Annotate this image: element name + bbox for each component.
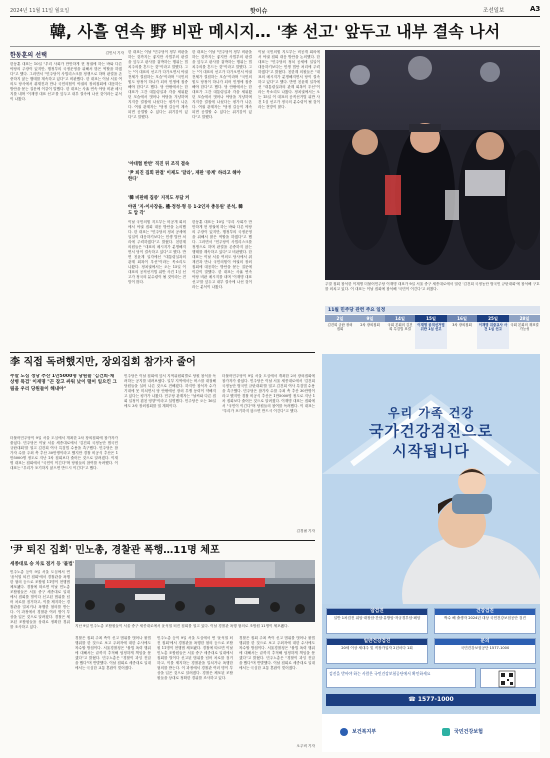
timeline-text: 김건희 규탄 장외집회 — [327, 323, 353, 332]
page-number: A3 — [530, 5, 541, 13]
article2-body-3: 더불어민주당이 9일 서울 도심에서 개최한 2차 장외집회에 참가자가 줄었다. 민주당은 이날 서울 세종대로에서 '김건희 국정농단 범국민 규탄대회'를 열고 김건희 여사 특검법 수용을 촉구했다. 민주당은 참가자 수를 주최 측 추산 30만명이라고 했지만 경찰 비공식 추산은 1만5000명 정도로 지난 1차 집회보다 줄어든 것으로 알려졌다. 이재명 대표는 집회에서 "국민이 이긴다"며 당원들의 참여를 독려했다. 이 대표는 "우리가 포기하지 않으면 반드시 이긴다"고 했다. — [222, 374, 315, 413]
column-rule — [10, 59, 122, 60]
timeline-date: 16일 — [447, 315, 477, 322]
timeline-item — [355, 315, 385, 349]
article-body-2a: 한 대표는 이날 "민주당이 정부 비판을 하는 것까지는 좋지만 사법부의 판결을 앞두고 판사를 겁박하는 행위는 법치주의를 흔드는 것"이라고 말했다. 그는 "이 대표의 선고가 다가오면서 야권 전체가 결집하는 모습"이라며 "국민의힘도 당정이 하나가 되어 민생에 집중해야 한다"고 했다. 당 안팎에서는 한 대표가 그간 대통령실과 각을 세워왔던 모습에서 벗어나 야당을 겨냥하며 지지층 결집에 나섰다는 평가가 나온다. 여권 관계자는 "당정 갈등이 계속되면 공멸할 수 있다는 위기감이 있다"고 말했다. — [128, 50, 188, 119]
article3-headline: '尹 퇴진 집회' 민노총, 경찰관 폭행…11명 체포 — [10, 545, 220, 556]
timeline-date: 15일 — [415, 315, 447, 322]
issue-date: 2024년 11월 11일 월요일 — [10, 8, 70, 14]
kicker-3: '韓 비판해 집중' 지적도 부담 커 — [128, 196, 190, 201]
health-checkup-ad[interactable] — [322, 354, 540, 752]
timeline-text: 이재명 공직선거법 위반 1심 선고 — [417, 323, 445, 332]
ad-headline-3: 시작됩니다 — [392, 442, 470, 460]
nhis-logo-icon — [442, 728, 450, 736]
column-title: 한동훈의 선택 — [10, 52, 47, 59]
timeline-title-bar — [325, 306, 540, 314]
article2-deck: 주말 도심 정당 추산 1만5000명 당원들 '김건희·채 상병 특검' 이재명 "끈 잡고 싸워 낮이 떨어 일으킨 그림을 우리 당원들이 해내야" — [10, 374, 117, 392]
sub-headline: 야권 '지-이사장을, 禮·정청·형 등 1·2인자 총동원' 분석, 韓도 압 각' — [128, 205, 243, 216]
timeline-text: 이재명 위증교사 사건 1심 선고 — [478, 323, 508, 332]
ministry-logo-icon — [340, 728, 348, 736]
ad-headline-1: 우리 가족 건강 — [388, 406, 474, 420]
photo-crowd-illustration — [325, 50, 540, 280]
main-photo — [325, 50, 540, 280]
info-box-title: 건강검진 — [435, 609, 535, 615]
timeline-text: 국회 본회의 김건희 특검법 표결 — [387, 323, 413, 332]
timeline-date: 25일 — [477, 315, 509, 322]
timeline-date: 28일 — [509, 315, 540, 322]
article3-body-1: 민주노총 등이 9일 서울 도심에서 연 '윤석열 퇴진 집회'에서 경찰관을 폭행한 혐의 등으로 조합원 11명이 현행범 체포됐다. 경찰에 따르면 이날 민노총 조합원들은 서울 중구 세종대로 일대에서 집회를 벌이다 신고된 범위를 넘어 차로를 점거하고, 이를 제지하는 경찰관을 밀치거나 폭행한 혐의를 받는다. 이 과정에서 경찰관 여러 명이 부상을 입은 것으로 알려졌다. 경찰은 체포된 조합원들을 상대로 정확한 경위를 조사하고 있다. — [10, 570, 70, 629]
qr-code-icon — [481, 669, 537, 689]
ministry-logo-text: 보건복지부 — [352, 729, 377, 735]
timeline-item — [325, 315, 355, 349]
article3-body-4: 경찰은 집회 주최 측이 신고 범위를 벗어나 불법 행위를 한 것으로 보고 주최자에 대한 수사에도 착수할 방침이다. 서울경찰청은 "불법 폭력 행위에 대해서는 끝까지 추적해 엄정하게 책임을 묻겠다"고 밝혔다. 민주노총은 "경찰이 과잉 진압을 했다"며 반발했다. 이날 집회로 세종대로 일대에서는 극심한 교통 혼잡이 빚어졌다. — [239, 636, 315, 670]
section-name: 핫이슈 — [250, 8, 268, 15]
info-box-contact — [434, 638, 536, 664]
timeline-date: 2일 — [325, 315, 355, 322]
section-rule — [10, 540, 315, 541]
article-body-3a: 한 대표는 이날 "민주당이 정부 비판을 하는 것까지는 좋지만 사법부의 판결을 앞두고 판사를 겁박하는 행위는 법치주의를 흔드는 것"이라고 말했다. 그는 "이 대표의 선고가 다가오면서 야권 전체가 결집하는 모습"이라며 "국민의힘도 당정이 하나가 되어 민생에 집중해야 한다"고 했다. 당 안팎에서는 한 대표가 그간 대통령실과 각을 세워왔던 모습에서 벗어나 야당을 겨냥하며 지지층 결집에 나섰다는 평가가 나온다. 여권 관계자는 "당정 갈등이 계속되면 공멸할 수 있다는 위기감이 있다"고 말했다. — [192, 50, 252, 119]
article3-caption: 지난 9일 민주노총 조합원들이 서울 중구 세종대로에서 윤석열 퇴진 집회를 열고 있다. 이날 경찰관 폭행 혐의로 조합원 11명이 체포됐다. — [75, 624, 289, 628]
timeline-text: 국회 본회의 재표결 가능성 — [510, 323, 539, 332]
header-rule — [10, 16, 540, 17]
info-box-regular — [326, 638, 428, 664]
timeline-date: 14일 — [385, 315, 415, 322]
section-rule — [10, 352, 315, 353]
ad-illustration — [322, 354, 540, 604]
article-body-1: 한동훈 대표는 10일 "우리 사회가 만만하게 현 정권에 하는 바와 다른 야당의 주장이 있지만, 행정부의 국정운영을 위해서 많은 역할을 하겠다"고 했다. 그러면서 "민주당이 사법리스크를 정쟁으로 하며 판결을 존중하지 않는 행태를 계속하고 있다"고 비판했다. 한 대표는 이날 서울 여의도 당사에서 취재진과 만나 국민의힘이 야권의 장외집회에 대응하는 방안을 묻는 질문에 이같이 말했다. 한 대표는 사흘 연속 야당 비판 메시지를 내며 '이재명 대표 선고'를 앞두고 내부 결속에 나선 것이라는 분석이 나왔다. — [10, 62, 122, 101]
protest-crowd-illustration — [75, 560, 315, 622]
timeline-text: 3차 장외집회 — [452, 323, 472, 327]
info-box-text: 국민건강보험공단 1577-1000 — [460, 646, 510, 650]
article-body-2b: 이날 국민의힘 지도부는 비공개 회의에서 야권 집회 대응 방안을 논의했다. 한 대표는 "민주당의 정치 공세에 일일이 대응하기보다는 민생 법안 처리에 주력하겠다"고 밝혔다. 친한계 의원들은 "대표의 메시지가 분명해지면서 당이 결속하고 있다"고 했다. 반면 친윤계 일각에선 "대통령실과의 관계 회복이 우선"이라는 목소리도 나왔다. 정치권에서는 오는 15일 이 대표의 공직선거법 위반 사건 1심 선고가 정국의 분수령이 될 것이라는 전망이 많다. — [128, 220, 186, 284]
ad-footer — [322, 714, 540, 752]
info-box-text: 20세 이상 세대주 및 직장가입자 2년마다 1회 — [341, 646, 413, 650]
article3-deck: 세종대로 숭 차로 점거 등 '불법' — [10, 562, 75, 567]
article-body-3b: 한동훈 대표는 10일 "우리 사회가 만만하게 현 정권에 하는 바와 다른 야당의 주장이 있지만, 행정부의 국정운영을 위해서 많은 역할을 하겠다"고 했다. 그러면서 "민주당이 사법리스크를 정쟁으로 하며 판결을 존중하지 않는 행태를 계속하고 있다"고 비판했다. 한 대표는 이날 서울 여의도 당사에서 취재진과 만나 국민의힘이 야권의 장외집회에 대응하는 방안을 묻는 질문에 이같이 말했다. 한 대표는 사흘 연속 야당 비판 메시지를 내며 '이재명 대표 선고'를 앞두고 내부 결속에 나선 것이라는 분석이 나왔다. — [192, 220, 252, 289]
article3-body-3: 민주노총 등이 9일 서울 도심에서 연 '윤석열 퇴진 집회'에서 경찰관을 폭행한 혐의 등으로 조합원 11명이 현행범 체포됐다. 경찰에 따르면 이날 민노총 조합원들은 서울 중구 세종대로 일대에서 집회를 벌이다 신고된 범위를 넘어 차로를 점거하고, 이를 제지하는 경찰관을 밀치거나 폭행한 혐의를 받는다. 이 과정에서 경찰관 여러 명이 부상을 입은 것으로 알려졌다. 경찰은 체포된 조합원들을 상대로 정확한 경위를 조사하고 있다. — [157, 636, 233, 680]
headline-rule — [10, 46, 540, 47]
photo-caption: 주말 집회 참석한 이재명 더불어민주당 이재명 대표가 9일 서울 중구 세종대로에서 열린 '김건희 국정농단 범국민 규탄대회'에 참석해 구호를 외치고 있다. 이 대표는 이날 집회에 참석해 '국민이 이긴다'고 외쳤다. — [325, 282, 540, 291]
timeline-title: 11월 민주당 관련 주요 일정 — [328, 308, 386, 313]
ad-notice: 검진을 받아야 하는 사람은 국민건강보험공단에서 확인하세요 — [326, 668, 476, 688]
article3-body-2: 경찰은 집회 주최 측이 신고 범위를 벗어나 불법 행위를 한 것으로 보고 주최자에 대한 수사에도 착수할 방침이다. 서울경찰청은 "불법 폭력 행위에 대해서는 끝까지 추적해 엄정하게 책임을 묻겠다"고 밝혔다. 민주노총은 "경찰이 과잉 진압을 했다"며 반발했다. 이날 집회로 세종대로 일대에서는 극심한 교통 혼잡이 빚어졌다. — [75, 636, 151, 670]
info-box-text: 짝수 해 출생자 2024년 대상 국민건강보험공단 검진 — [444, 616, 526, 620]
byline-article3: 오주비 기자 — [296, 744, 315, 748]
ad-phone[interactable]: ☎ 1577-1000 — [326, 694, 536, 706]
kicker-2: '尹 퇴진 집회 판결' 이제도 '달라', 재판 '중계' 하라고 해야 한다' — [128, 171, 241, 182]
timeline-item — [385, 315, 415, 349]
timeline-text: 2차 장외집회 — [360, 323, 380, 327]
main-headline: 韓, 사흘 연속 野 비판 메시지… '李 선고' 앞두고 내부 결속 나서 — [49, 22, 501, 41]
byline-main: 김민서 기자 — [105, 51, 124, 55]
info-box-title: 암검진 — [327, 609, 427, 615]
nhis-logo-text: 국민건강보험 — [454, 729, 483, 735]
timeline-item-highlight — [477, 315, 509, 349]
info-box-cancer — [326, 608, 428, 634]
timeline-date: 9일 — [355, 315, 385, 322]
qr-code[interactable] — [480, 668, 536, 688]
byline-article2: 김경필 기자 — [296, 529, 315, 533]
paper-name: 조선일보 — [483, 8, 505, 14]
timeline-item — [447, 315, 477, 349]
timeline — [325, 315, 540, 349]
article-body-4: 이날 국민의힘 지도부는 비공개 회의에서 야권 집회 대응 방안을 논의했다. 한 대표는 "민주당의 정치 공세에 일일이 대응하기보다는 민생 법안 처리에 주력하겠다"고 밝혔다. 친한계 의원들은 "대표의 메시지가 분명해지면서 당이 결속하고 있다"고 했다. 반면 친윤계 일각에선 "대통령실과의 관계 회복이 우선"이라는 목소리도 나왔다. 정치권에서는 오는 15일 이 대표의 공직선거법 위반 사건 1심 선고가 정국의 분수령이 될 것이라는 전망이 많다. — [258, 50, 320, 109]
info-box-text: 일반 1차검진 위암·대장암·간암·유방암·자궁경부암·폐암 — [333, 616, 421, 620]
article2-body-2: 민주당은 이날 집회에 앞서 지역위원회별로 당원 참석을 독려하는 공지를 내려보냈다. 일부 지역에서는 버스를 대절해 당원들을 실어 나른 것으로 전해졌다. 하지만 참석자 수가 기대에 못 미치면서 당 안팎에선 장외 투쟁 동력이 약해지고 있다는 평가가 나왔다. 민주당 관계자는 "날씨와 다른 집회 일정이 겹친 영향"이라고 설명했다. 민주당은 오는 16일에도 3차 장외집회를 열 계획이다. — [124, 374, 216, 408]
info-box-title: 일반건강검진 — [327, 639, 427, 645]
info-box-general — [434, 608, 536, 634]
article2-headline: 李 직접 독려했지만, 장외집회 참가자 줄어 — [10, 357, 196, 368]
timeline-item-highlight — [415, 315, 447, 349]
timeline-item — [509, 315, 540, 349]
article2-body-1: 더불어민주당이 9일 서울 도심에서 개최한 2차 장외집회에 참가자가 줄었다. 민주당은 이날 서울 세종대로에서 '김건희 국정농단 범국민 규탄대회'를 열고 김건희 여사 특검법 수용을 촉구했다. 민주당은 참가자 수를 주최 측 추산 30만명이라고 했지만 경찰 비공식 추산은 1만5000명 정도로 지난 1차 집회보다 줄어든 것으로 알려졌다. 이재명 대표는 집회에서 "국민이 이긴다"며 당원들의 참여를 독려했다. 이 대표는 "우리가 포기하지 않으면 반드시 이긴다"고 했다. — [10, 436, 118, 470]
ad-headline-2: 국가건강검진으로 — [369, 422, 493, 440]
article3-photo — [75, 560, 315, 622]
kicker-1: '야대협 반반' 직진 뒤 조직 결속 — [128, 162, 190, 167]
info-box-title: 문의 — [435, 639, 535, 645]
